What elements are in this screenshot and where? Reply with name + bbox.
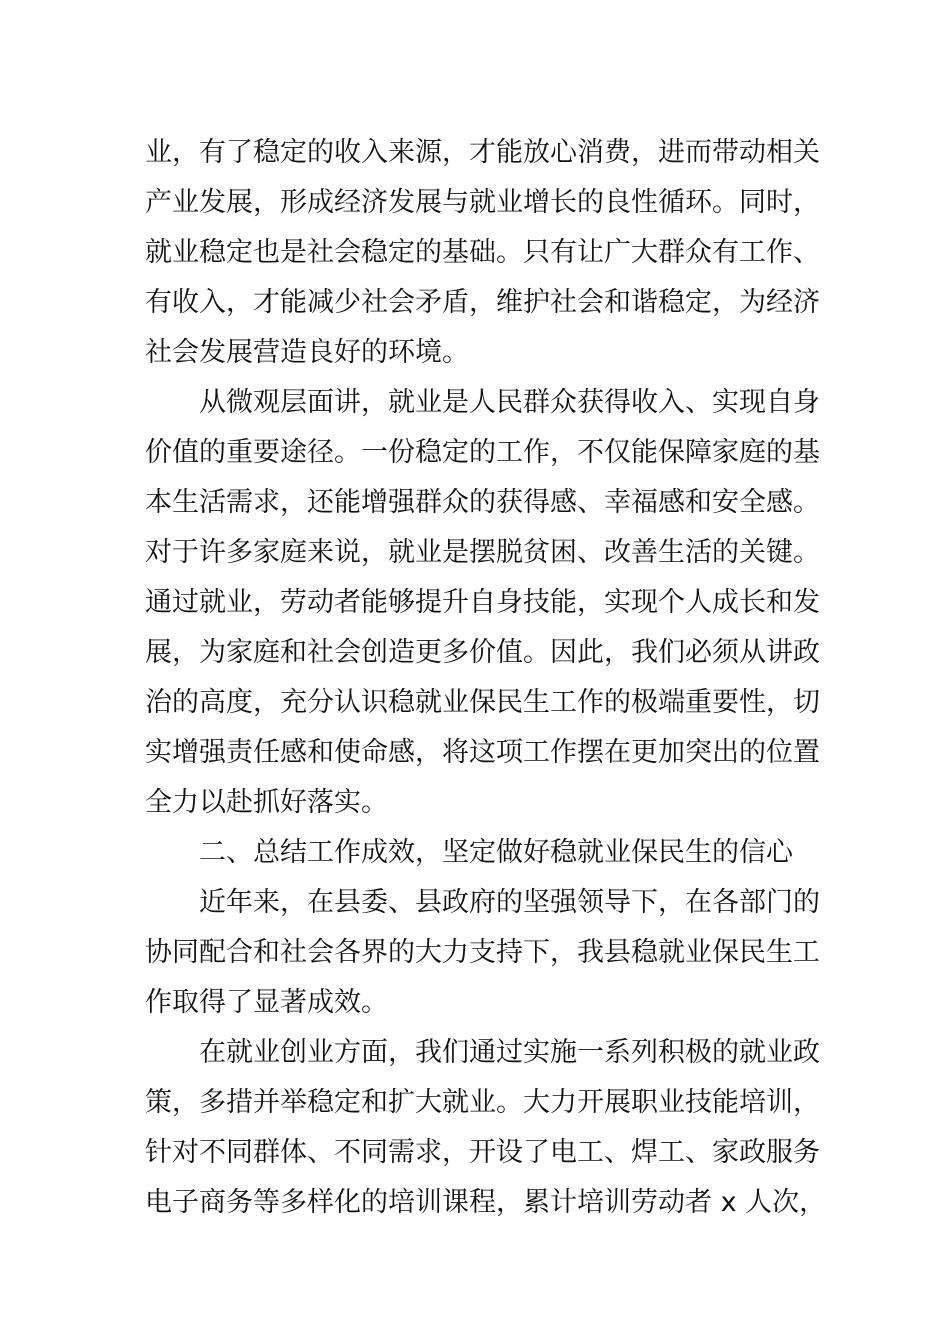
text-line: 本生活需求，还能增强群众的获得感、幸福感和安全感。 bbox=[145, 487, 820, 518]
text-line: 全力以赴抓好落实。 bbox=[145, 787, 388, 818]
section-heading: 二、总结工作成效，坚定做好稳就业保民生的信心 bbox=[199, 837, 793, 868]
text-line: 作取得了显著成效。 bbox=[145, 987, 388, 1018]
text-line: 电子商务等多样化的培训课程，累计培训劳动者 x 人次， bbox=[145, 1187, 827, 1218]
paragraph-first-line: 从微观层面讲，就业是人民群众获得收入、实现自身 bbox=[199, 387, 820, 418]
text-line: 价值的重要途径。一份稳定的工作，不仅能保障家庭的基 bbox=[145, 437, 820, 468]
text-line: 协同配合和社会各界的大力支持下，我县稳就业保民生工 bbox=[145, 937, 820, 968]
text-line: 展，为家庭和社会创造更多价值。因此，我们必须从讲政 bbox=[145, 637, 820, 668]
text-line: 针对不同群体、不同需求，开设了电工、焊工、家政服务 bbox=[145, 1137, 820, 1168]
text-line: 有收入，才能减少社会矛盾，维护社会和谐稳定，为经济 bbox=[145, 287, 820, 318]
text-line: 治的高度，充分认识稳就业保民生工作的极端重要性，切 bbox=[145, 687, 820, 718]
text-line: 通过就业，劳动者能够提升自身技能，实现个人成长和发 bbox=[145, 587, 820, 618]
paragraph-first-line: 近年来，在县委、县政府的坚强领导下，在各部门的 bbox=[199, 887, 820, 918]
text-line: 社会发展营造良好的环境。 bbox=[145, 337, 469, 368]
document-body bbox=[145, 128, 825, 1228]
paragraph-first-line: 在就业创业方面，我们通过实施一系列积极的就业政 bbox=[199, 1037, 820, 1068]
text-line: 产业发展，形成经济发展与就业增长的良性循环。同时， bbox=[145, 187, 820, 218]
text-line: 业，有了稳定的收入来源，才能放心消费，进而带动相关 bbox=[145, 137, 820, 168]
text-line: 策，多措并举稳定和扩大就业。大力开展职业技能培训， bbox=[145, 1087, 820, 1118]
text-line: 就业稳定也是社会稳定的基础。只有让广大群众有工作、 bbox=[145, 237, 820, 268]
text-line: 实增强责任感和使命感，将这项工作摆在更加突出的位置 bbox=[145, 737, 820, 768]
text-line: 对于许多家庭来说，就业是摆脱贫困、改善生活的关键。 bbox=[145, 537, 820, 568]
